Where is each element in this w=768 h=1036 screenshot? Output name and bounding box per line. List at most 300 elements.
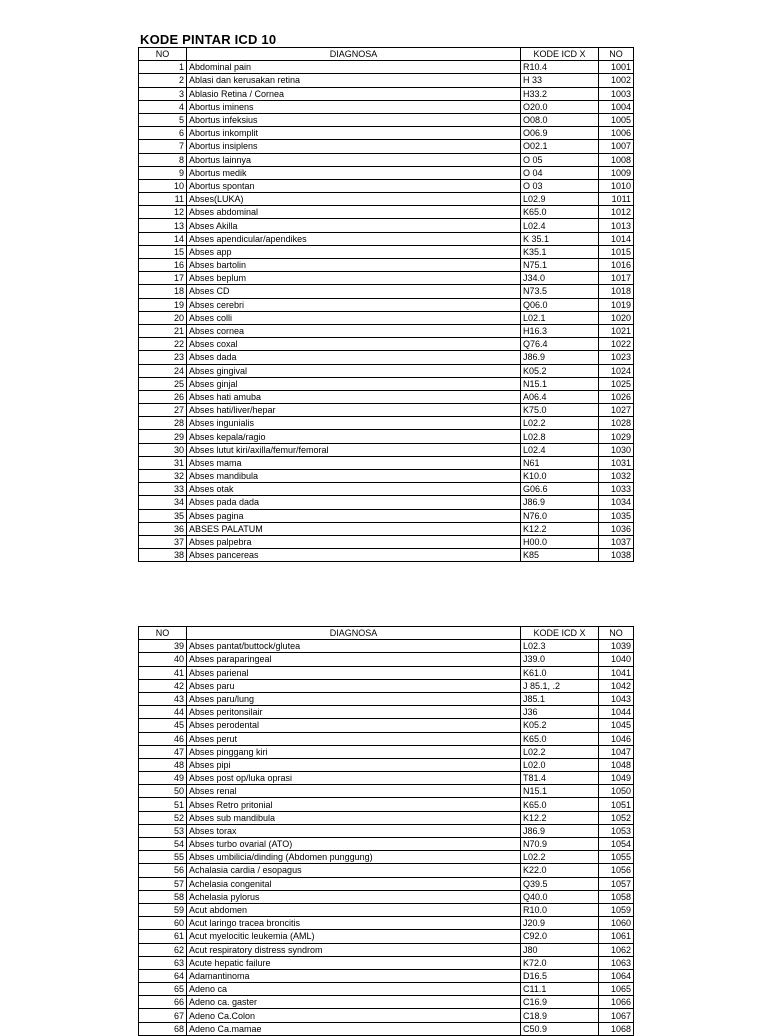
table-row [139,179,634,192]
diagnosis-cell: Abses paraparingeal [187,653,521,666]
diagnosis-cell: Abses app [187,245,521,258]
table-row [139,864,634,877]
code-number-cell: 1032 [599,470,634,483]
row-number: 51 [139,798,187,811]
row-number: 10 [139,179,187,192]
diagnosis-cell: Acute hepatic failure [187,956,521,969]
row-number: 37 [139,535,187,548]
diagnosis-cell: Abses CD [187,285,521,298]
code-number-cell: 1054 [599,838,634,851]
code-number-cell: 1053 [599,824,634,837]
table-row [139,851,634,864]
diagnosis-cell: Abses pipi [187,758,521,771]
code-number-cell: 1037 [599,535,634,548]
row-number: 12 [139,206,187,219]
table-row [139,483,634,496]
icd-code-cell: J 85.1, .2 [521,679,599,692]
icd-code-cell: J86.9 [521,824,599,837]
code-number-cell: 1020 [599,311,634,324]
row-number: 36 [139,522,187,535]
table-row [139,324,634,337]
code-number-cell: 1023 [599,351,634,364]
row-number: 44 [139,706,187,719]
icd-code-cell: T81.4 [521,772,599,785]
table-row [139,285,634,298]
row-number: 1 [139,61,187,74]
diagnosis-cell: Abses mandibula [187,470,521,483]
diagnosis-cell: Abortus inkomplit [187,127,521,140]
table-row [139,983,634,996]
row-number: 5 [139,113,187,126]
diagnosis-cell: Abses pancereas [187,549,521,562]
icd-code-cell: L02.0 [521,758,599,771]
table-header-row [139,48,634,61]
icd-code-cell: N70.9 [521,838,599,851]
table-row [139,404,634,417]
table-row [139,232,634,245]
row-number: 27 [139,404,187,417]
code-number-cell: 1025 [599,377,634,390]
code-number-cell: 1055 [599,851,634,864]
table-row [139,470,634,483]
row-number: 30 [139,443,187,456]
icd-code-cell: H33.2 [521,87,599,100]
code-number-cell: 1051 [599,798,634,811]
row-number: 64 [139,969,187,982]
code-number-cell: 1031 [599,456,634,469]
diagnosis-cell: Abses pada dada [187,496,521,509]
icd-code-cell: O20.0 [521,100,599,113]
row-number: 58 [139,890,187,903]
code-number-cell: 1006 [599,127,634,140]
table-row [139,535,634,548]
code-number-cell: 1035 [599,509,634,522]
table-row [139,811,634,824]
code-number-cell: 1007 [599,140,634,153]
table-row [139,245,634,258]
code-number-cell: 1033 [599,483,634,496]
icd-code-cell: J86.9 [521,496,599,509]
icd-code-cell: C92.0 [521,930,599,943]
diagnosis-cell: Abses peritonsilair [187,706,521,719]
row-number: 53 [139,824,187,837]
diagnosis-cell: Ablasio Retina / Cornea [187,87,521,100]
table-row [139,706,634,719]
row-number: 9 [139,166,187,179]
header-no-code: NO [599,627,634,640]
diagnosis-cell: Abses ginjal [187,377,521,390]
row-number: 34 [139,496,187,509]
code-number-cell: 1061 [599,930,634,943]
icd-code-cell: O 04 [521,166,599,179]
diagnosis-cell: Acut abdomen [187,903,521,916]
table-row [139,153,634,166]
table-row [139,496,634,509]
table-row [139,692,634,705]
code-number-cell: 1001 [599,61,634,74]
icd-code-cell: L02.2 [521,745,599,758]
table-body-1 [139,61,634,562]
diagnosis-cell: Abses dada [187,351,521,364]
code-number-cell: 1066 [599,996,634,1009]
table-row [139,943,634,956]
table-row [139,206,634,219]
icd-code-cell: K05.2 [521,719,599,732]
code-number-cell: 1017 [599,272,634,285]
diagnosis-cell: Abses parienal [187,666,521,679]
diagnosis-cell: Abses perodental [187,719,521,732]
row-number: 38 [139,549,187,562]
code-number-cell: 1008 [599,153,634,166]
icd-code-cell: O 05 [521,153,599,166]
code-number-cell: 1052 [599,811,634,824]
icd-code-cell: A06.4 [521,390,599,403]
icd-code-cell: L02.3 [521,640,599,653]
icd-code-cell: L02.2 [521,417,599,430]
diagnosis-cell: Ablasi dan kerusakan retina [187,74,521,87]
diagnosis-cell: Achelasia pylorus [187,890,521,903]
row-number: 15 [139,245,187,258]
icd-code-cell: K 35.1 [521,232,599,245]
code-number-cell: 1029 [599,430,634,443]
icd-code-cell: C18.9 [521,1009,599,1022]
code-number-cell: 1012 [599,206,634,219]
diagnosis-cell: Abses paru/lung [187,692,521,705]
table-row [139,61,634,74]
icd-code-cell: O 03 [521,179,599,192]
row-number: 43 [139,692,187,705]
diagnosis-cell: Abses sub mandibula [187,811,521,824]
code-number-cell: 1027 [599,404,634,417]
code-number-cell: 1040 [599,653,634,666]
row-number: 62 [139,943,187,956]
row-number: 7 [139,140,187,153]
table-row [139,758,634,771]
row-number: 22 [139,338,187,351]
row-number: 16 [139,259,187,272]
code-number-cell: 1063 [599,956,634,969]
code-number-cell: 1004 [599,100,634,113]
icd-code-cell: Q39.5 [521,877,599,890]
table-row [139,666,634,679]
diagnosis-cell: Abses hati/liver/hepar [187,404,521,417]
table-row [139,679,634,692]
diagnosis-cell: Abses turbo ovarial (ATO) [187,838,521,851]
diagnosis-cell: Abortus iminens [187,100,521,113]
diagnosis-cell: Abses gingival [187,364,521,377]
icd-code-cell: D16.5 [521,969,599,982]
icd-code-cell: K65.0 [521,798,599,811]
diagnosis-cell: Abortus insiplens [187,140,521,153]
table-row [139,272,634,285]
diagnosis-cell: Adeno ca [187,983,521,996]
table-row [139,140,634,153]
table-row [139,74,634,87]
icd-code-cell: L02.4 [521,219,599,232]
row-number: 41 [139,666,187,679]
code-number-cell: 1030 [599,443,634,456]
icd-code-cell: O08.0 [521,113,599,126]
icd-table-1 [138,47,634,562]
row-number: 48 [139,758,187,771]
code-number-cell: 1015 [599,245,634,258]
diagnosis-cell: Abses coxal [187,338,521,351]
code-number-cell: 1036 [599,522,634,535]
diagnosis-cell: Abses torax [187,824,521,837]
diagnosis-cell: Abses hati amuba [187,390,521,403]
header-diagnosa: DIAGNOSA [187,627,521,640]
row-number: 24 [139,364,187,377]
row-number: 59 [139,903,187,916]
page-title: KODE PINTAR ICD 10 [140,32,277,47]
diagnosis-cell: Abses bartolin [187,259,521,272]
code-number-cell: 1002 [599,74,634,87]
icd-code-cell: K10.0 [521,470,599,483]
icd-code-cell: K22.0 [521,864,599,877]
diagnosis-cell: Abses cornea [187,324,521,337]
table-row [139,719,634,732]
icd-code-cell: J36 [521,706,599,719]
diagnosis-cell: Abses cerebri [187,298,521,311]
row-number: 67 [139,1009,187,1022]
diagnosis-cell: Acut respiratory distress syndrom [187,943,521,956]
table-row [139,903,634,916]
row-number: 42 [139,679,187,692]
header-no: NO [139,48,187,61]
icd-code-cell: K05.2 [521,364,599,377]
icd-code-cell: K65.0 [521,732,599,745]
table-row [139,930,634,943]
diagnosis-cell: Abses paru [187,679,521,692]
table-row [139,443,634,456]
row-number: 39 [139,640,187,653]
diagnosis-cell: ABSES PALATUM [187,522,521,535]
diagnosis-cell: Abses post op/luka oprasi [187,772,521,785]
diagnosis-cell: Abses kepala/ragio [187,430,521,443]
code-number-cell: 1057 [599,877,634,890]
table-row [139,377,634,390]
code-number-cell: 1056 [599,864,634,877]
code-number-cell: 1038 [599,549,634,562]
code-number-cell: 1060 [599,917,634,930]
table-row [139,798,634,811]
table-row [139,877,634,890]
diagnosis-cell: Achalasia cardia / esopagus [187,864,521,877]
icd-code-cell: J85.1 [521,692,599,705]
table-row [139,732,634,745]
row-number: 18 [139,285,187,298]
code-number-cell: 1028 [599,417,634,430]
icd-code-cell: C50.9 [521,1022,599,1035]
table-row [139,509,634,522]
table-row [139,956,634,969]
code-number-cell: 1022 [599,338,634,351]
table-row [139,113,634,126]
icd-code-cell: N15.1 [521,785,599,798]
diagnosis-cell: Abses ingunialis [187,417,521,430]
table-row [139,430,634,443]
row-number: 25 [139,377,187,390]
code-number-cell: 1041 [599,666,634,679]
icd-code-cell: H 33 [521,74,599,87]
row-number: 47 [139,745,187,758]
row-number: 21 [139,324,187,337]
icd-code-cell: K61.0 [521,666,599,679]
row-number: 45 [139,719,187,732]
code-number-cell: 1058 [599,890,634,903]
icd-code-cell: N61 [521,456,599,469]
code-number-cell: 1026 [599,390,634,403]
diagnosis-cell: Abses(LUKA) [187,193,521,206]
table-row [139,351,634,364]
table-row [139,772,634,785]
row-number: 31 [139,456,187,469]
table-row [139,219,634,232]
row-number: 61 [139,930,187,943]
table-row [139,838,634,851]
icd-code-cell: K12.2 [521,811,599,824]
table-row [139,259,634,272]
code-number-cell: 1062 [599,943,634,956]
diagnosis-cell: Abortus infeksius [187,113,521,126]
diagnosis-cell: Abses perut [187,732,521,745]
code-number-cell: 1068 [599,1022,634,1035]
diagnosis-cell: Abses mama [187,456,521,469]
code-number-cell: 1019 [599,298,634,311]
diagnosis-cell: Adamantinoma [187,969,521,982]
row-number: 8 [139,153,187,166]
row-number: 68 [139,1022,187,1035]
table-row [139,745,634,758]
code-number-cell: 1045 [599,719,634,732]
code-number-cell: 1049 [599,772,634,785]
table-row [139,549,634,562]
table-row [139,87,634,100]
icd-code-cell: R10.4 [521,61,599,74]
row-number: 57 [139,877,187,890]
row-number: 33 [139,483,187,496]
code-number-cell: 1047 [599,745,634,758]
diagnosis-cell: Abses otak [187,483,521,496]
icd-code-cell: C11.1 [521,983,599,996]
icd-code-cell: Q40.0 [521,890,599,903]
icd-code-cell: J39.0 [521,653,599,666]
row-number: 55 [139,851,187,864]
icd-code-cell: J86.9 [521,351,599,364]
icd-code-cell: K85 [521,549,599,562]
diagnosis-cell: Abses pinggang kiri [187,745,521,758]
table-row [139,364,634,377]
row-number: 49 [139,772,187,785]
diagnosis-cell: Abses colli [187,311,521,324]
diagnosis-cell: Abses lutut kiri/axilla/femur/femoral [187,443,521,456]
row-number: 32 [139,470,187,483]
row-number: 60 [139,917,187,930]
table-body-2 [139,640,634,1036]
icd-code-cell: H00.0 [521,535,599,548]
code-number-cell: 1024 [599,364,634,377]
diagnosis-cell: Abses apendicular/apendikes [187,232,521,245]
diagnosis-cell: Abses beplum [187,272,521,285]
code-number-cell: 1039 [599,640,634,653]
diagnosis-cell: Abses Retro pritonial [187,798,521,811]
row-number: 20 [139,311,187,324]
row-number: 29 [139,430,187,443]
table-row [139,785,634,798]
row-number: 11 [139,193,187,206]
row-number: 23 [139,351,187,364]
icd-code-cell: L02.2 [521,851,599,864]
table-row [139,890,634,903]
diagnosis-cell: Abses umbilicia/dinding (Abdomen punggung) [187,851,521,864]
table-row [139,417,634,430]
table-row [139,996,634,1009]
diagnosis-cell: Abses pantat/buttock/glutea [187,640,521,653]
row-number: 54 [139,838,187,851]
icd-code-cell: G06.6 [521,483,599,496]
row-number: 46 [139,732,187,745]
diagnosis-cell: Adeno ca. gaster [187,996,521,1009]
row-number: 35 [139,509,187,522]
diagnosis-cell: Abdominal pain [187,61,521,74]
row-number: 52 [139,811,187,824]
code-number-cell: 1059 [599,903,634,916]
icd-code-cell: Q06.0 [521,298,599,311]
code-number-cell: 1018 [599,285,634,298]
diagnosis-cell: Abortus spontan [187,179,521,192]
icd-code-cell: K65.0 [521,206,599,219]
row-number: 40 [139,653,187,666]
table-row [139,653,634,666]
icd-code-cell: N75.1 [521,259,599,272]
icd-code-cell: K12.2 [521,522,599,535]
icd-code-cell: C16.9 [521,996,599,1009]
table-row [139,390,634,403]
row-number: 65 [139,983,187,996]
icd-code-cell: J80 [521,943,599,956]
code-number-cell: 1042 [599,679,634,692]
row-number: 6 [139,127,187,140]
code-number-cell: 1013 [599,219,634,232]
table-row [139,338,634,351]
table-row [139,1009,634,1022]
row-number: 4 [139,100,187,113]
icd-code-cell: J34.0 [521,272,599,285]
table-row [139,522,634,535]
code-number-cell: 1043 [599,692,634,705]
header-diagnosa: DIAGNOSA [187,48,521,61]
icd-code-cell: N15.1 [521,377,599,390]
diagnosis-cell: Abses renal [187,785,521,798]
table-row [139,298,634,311]
row-number: 63 [139,956,187,969]
icd-code-cell: K75.0 [521,404,599,417]
table-header-row [139,627,634,640]
row-number: 50 [139,785,187,798]
diagnosis-cell: Abses palpebra [187,535,521,548]
icd-code-cell: K72.0 [521,956,599,969]
table-row [139,1022,634,1035]
icd-code-cell: L02.1 [521,311,599,324]
row-number: 26 [139,390,187,403]
icd-code-cell: J20.9 [521,917,599,930]
table-row [139,193,634,206]
diagnosis-cell: Abses Akilla [187,219,521,232]
code-number-cell: 1011 [599,193,634,206]
row-number: 56 [139,864,187,877]
diagnosis-cell: Achelasia congenital [187,877,521,890]
row-number: 28 [139,417,187,430]
